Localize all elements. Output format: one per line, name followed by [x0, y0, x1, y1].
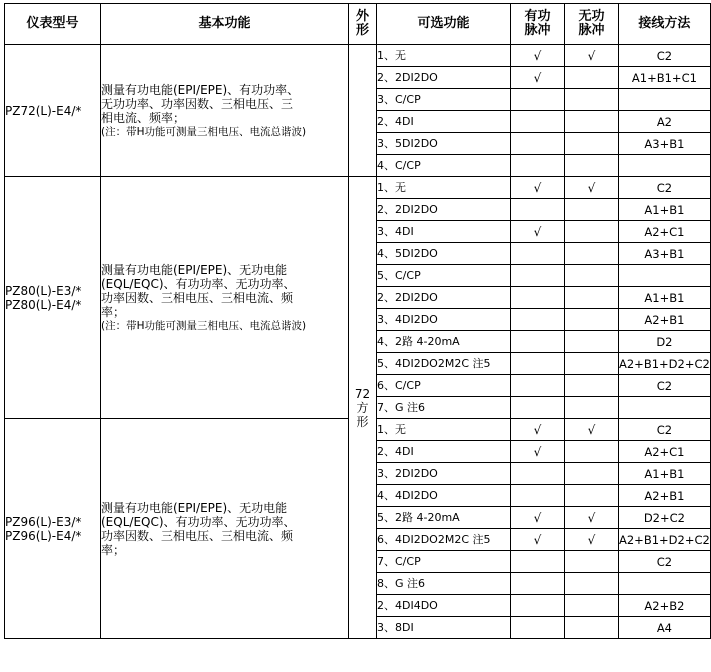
basic-function-line: 功率因数、三相电压、三相电流、频 — [101, 528, 294, 543]
optional-function-cell: 2、2DI2DO — [377, 67, 511, 89]
basic-function-note: (注：带H功能可测量三相电压、电流总谐波) — [101, 319, 307, 332]
model-name: PZ80(L)-E4/* — [5, 297, 82, 312]
shape-cell — [349, 177, 377, 639]
model-cell — [5, 177, 101, 419]
optional-function-cell: 1、无 — [377, 177, 511, 199]
optional-function-cell: 5、C/CP — [377, 265, 511, 287]
table-row — [5, 177, 711, 199]
wiring-cell: A1+B1+C1 — [619, 67, 711, 89]
reactive-pulse-cell — [565, 617, 619, 639]
wiring-cell: A2 — [619, 111, 711, 133]
optional-function-cell: 2、4DI — [377, 441, 511, 463]
active-pulse-cell — [511, 155, 565, 177]
active-pulse-cell — [511, 243, 565, 265]
reactive-pulse-cell — [565, 67, 619, 89]
basic-function-line: (EQL/EQC)、有功功率、无功功率、 — [101, 514, 296, 529]
optional-function-cell: 4、5DI2DO — [377, 243, 511, 265]
active-pulse-cell: √ — [511, 67, 565, 89]
reactive-pulse-cell — [565, 89, 619, 111]
wiring-cell: A1+B1 — [619, 199, 711, 221]
active-pulse-cell: √ — [511, 419, 565, 441]
table-row — [5, 45, 711, 67]
shape-line2: 方 — [356, 400, 369, 415]
shape-header — [349, 4, 377, 45]
wiring-cell: C2 — [619, 419, 711, 441]
basic-function-note: (注：带H功能可测量三相电压、电流总谐波) — [101, 125, 307, 138]
reactive-pulse-header-line2: 脉冲 — [578, 23, 605, 38]
basic-function-cell — [101, 177, 349, 419]
active-pulse-cell — [511, 375, 565, 397]
shape-cell-empty — [349, 45, 377, 177]
wiring-cell: C2 — [619, 551, 711, 573]
shape-header-line1: 外 — [355, 9, 369, 24]
optional-function-cell: 6、C/CP — [377, 375, 511, 397]
reactive-pulse-cell: √ — [565, 177, 619, 199]
wiring-cell: A2+C1 — [619, 221, 711, 243]
wiring-cell: A2+B2 — [619, 595, 711, 617]
reactive-pulse-cell — [565, 595, 619, 617]
wiring-cell: A2+C1 — [619, 441, 711, 463]
wiring-cell — [619, 265, 711, 287]
basic-function-cell — [101, 45, 349, 177]
reactive-pulse-cell — [565, 441, 619, 463]
reactive-pulse-cell: √ — [565, 529, 619, 551]
basic-function-line: 相电流、频率； — [101, 110, 186, 125]
active-pulse-cell — [511, 287, 565, 309]
optional-function-cell: 3、5DI2DO — [377, 133, 511, 155]
wiring-cell: D2+C2 — [619, 507, 711, 529]
reactive-pulse-cell — [565, 265, 619, 287]
active-pulse-cell: √ — [511, 441, 565, 463]
header-row — [5, 4, 711, 45]
wiring-cell: C2 — [619, 375, 711, 397]
optional-function-cell: 4、C/CP — [377, 155, 511, 177]
active-pulse-cell — [511, 133, 565, 155]
optional-function-cell: 3、8DI — [377, 617, 511, 639]
shape-header-line2: 形 — [355, 23, 369, 38]
optional-function-cell: 5、2路 4-20mA — [377, 507, 511, 529]
wiring-cell: D2 — [619, 331, 711, 353]
optional-function-cell: 7、G 注6 — [377, 397, 511, 419]
model-name: PZ96(L)-E3/* — [5, 514, 82, 529]
basic-function-line: 率； — [101, 542, 126, 557]
active-pulse-cell — [511, 617, 565, 639]
active-pulse-cell — [511, 89, 565, 111]
wiring-cell — [619, 155, 711, 177]
optional-function-cell: 5、4DI2DO2M2C 注5 — [377, 353, 511, 375]
optional-function-cell: 4、4DI2DO — [377, 485, 511, 507]
reactive-pulse-cell — [565, 353, 619, 375]
wiring-cell: C2 — [619, 177, 711, 199]
active-pulse-cell — [511, 265, 565, 287]
active-pulse-header — [511, 4, 565, 45]
wiring-cell: A2+B1 — [619, 309, 711, 331]
model-header: 仪表型号 — [5, 4, 101, 45]
reactive-pulse-header — [565, 4, 619, 45]
shape-line3: 形 — [356, 414, 369, 429]
active-pulse-cell — [511, 397, 565, 419]
model-name: PZ96(L)-E4/* — [5, 528, 82, 543]
basic-function-line: 无功功率、功率因数、三相电压、三 — [101, 96, 294, 111]
reactive-pulse-cell — [565, 133, 619, 155]
optional-function-cell: 3、C/CP — [377, 89, 511, 111]
reactive-pulse-cell — [565, 221, 619, 243]
reactive-pulse-cell — [565, 199, 619, 221]
wiring-cell: A4 — [619, 617, 711, 639]
wiring-cell — [619, 89, 711, 111]
active-pulse-cell — [511, 353, 565, 375]
reactive-pulse-cell — [565, 331, 619, 353]
reactive-pulse-cell — [565, 485, 619, 507]
active-pulse-cell — [511, 485, 565, 507]
reactive-pulse-cell — [565, 155, 619, 177]
active-pulse-cell: √ — [511, 45, 565, 67]
wiring-header: 接线方法 — [619, 4, 711, 45]
active-pulse-cell — [511, 111, 565, 133]
reactive-pulse-cell — [565, 243, 619, 265]
basic-function-line: 功率因数、三相电压、三相电流、频 — [101, 290, 294, 305]
active-pulse-header-line2: 脉冲 — [524, 23, 551, 38]
model-name: PZ72(L)-E4/* — [5, 103, 82, 118]
model-cell — [5, 419, 101, 639]
model-cell — [5, 45, 101, 177]
active-pulse-header-line1: 有功 — [524, 9, 551, 24]
wiring-cell: A2+B1+D2+C2 — [619, 529, 711, 551]
optional-function-cell: 6、4DI2DO2M2C 注5 — [377, 529, 511, 551]
wiring-cell: A1+B1 — [619, 287, 711, 309]
optional-function-cell: 1、无 — [377, 419, 511, 441]
basic-function-line: 测量有功电能(EPI/EPE)、有功功率、 — [101, 82, 300, 97]
reactive-pulse-cell: √ — [565, 45, 619, 67]
optional-function-header: 可选功能 — [377, 4, 511, 45]
active-pulse-cell — [511, 463, 565, 485]
optional-function-cell: 1、无 — [377, 45, 511, 67]
basic-function-line: (EQL/EQC)、有功功率、无功功率、 — [101, 276, 296, 291]
active-pulse-cell — [511, 573, 565, 595]
shape-line1: 72 — [354, 386, 371, 401]
optional-function-cell: 4、2路 4-20mA — [377, 331, 511, 353]
optional-function-cell: 3、2DI2DO — [377, 463, 511, 485]
active-pulse-cell: √ — [511, 529, 565, 551]
reactive-pulse-cell — [565, 573, 619, 595]
wiring-cell: C2 — [619, 45, 711, 67]
optional-function-cell: 8、G 注6 — [377, 573, 511, 595]
active-pulse-cell: √ — [511, 177, 565, 199]
optional-function-cell: 3、4DI2DO — [377, 309, 511, 331]
active-pulse-cell: √ — [511, 221, 565, 243]
active-pulse-cell — [511, 551, 565, 573]
reactive-pulse-cell — [565, 287, 619, 309]
meter-spec-table — [4, 3, 711, 639]
optional-function-cell: 2、4DI4DO — [377, 595, 511, 617]
model-name: PZ80(L)-E3/* — [5, 283, 82, 298]
reactive-pulse-cell: √ — [565, 507, 619, 529]
wiring-cell: A1+B1 — [619, 463, 711, 485]
basic-function-line: 率； — [101, 304, 126, 319]
reactive-pulse-cell — [565, 551, 619, 573]
active-pulse-cell — [511, 309, 565, 331]
wiring-cell: A3+B1 — [619, 243, 711, 265]
wiring-cell — [619, 573, 711, 595]
optional-function-cell: 3、4DI — [377, 221, 511, 243]
optional-function-cell: 2、4DI — [377, 111, 511, 133]
optional-function-cell: 2、2DI2DO — [377, 287, 511, 309]
basic-function-line: 测量有功电能(EPI/EPE)、无功电能 — [101, 500, 288, 515]
basic-function-cell — [101, 419, 349, 639]
reactive-pulse-cell — [565, 463, 619, 485]
active-pulse-cell: √ — [511, 507, 565, 529]
reactive-pulse-cell — [565, 111, 619, 133]
active-pulse-cell — [511, 331, 565, 353]
wiring-cell: A2+B1+D2+C2 — [619, 353, 711, 375]
basic-function-header: 基本功能 — [101, 4, 349, 45]
reactive-pulse-cell — [565, 397, 619, 419]
active-pulse-cell — [511, 595, 565, 617]
reactive-pulse-cell: √ — [565, 419, 619, 441]
active-pulse-cell — [511, 199, 565, 221]
basic-function-line: 测量有功电能(EPI/EPE)、无功电能 — [101, 262, 288, 277]
reactive-pulse-cell — [565, 375, 619, 397]
wiring-cell: A2+B1 — [619, 485, 711, 507]
reactive-pulse-header-line1: 无功 — [578, 9, 605, 24]
wiring-cell — [619, 397, 711, 419]
optional-function-cell: 2、2DI2DO — [377, 199, 511, 221]
wiring-cell: A3+B1 — [619, 133, 711, 155]
table-body — [5, 45, 711, 639]
reactive-pulse-cell — [565, 309, 619, 331]
optional-function-cell: 7、C/CP — [377, 551, 511, 573]
